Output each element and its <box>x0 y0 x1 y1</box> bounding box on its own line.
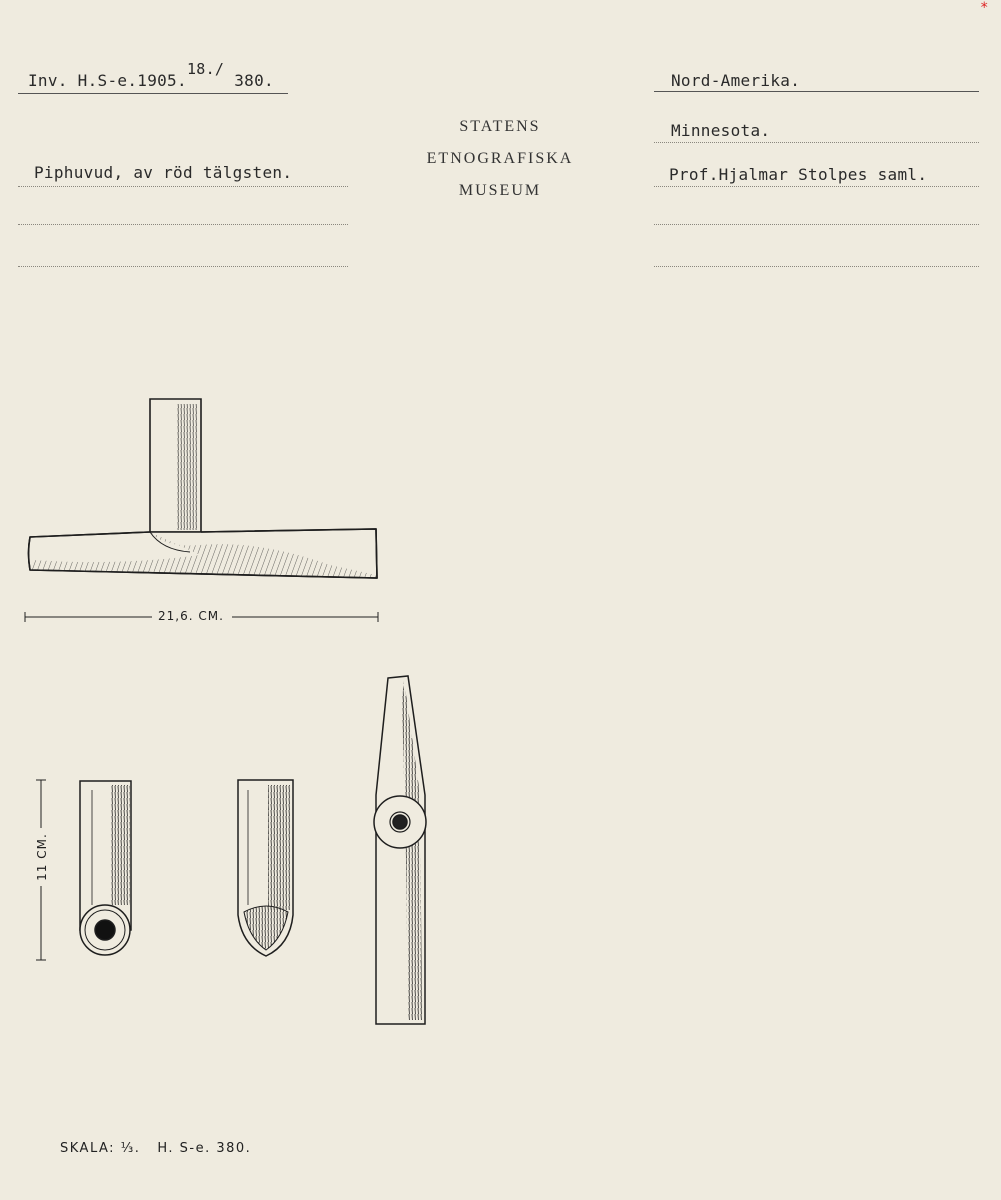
inventory-prefix: Inv. H.S-e.1905. <box>28 71 187 90</box>
length-label: 21,6. CM. <box>158 609 224 623</box>
place-label: Minnesota. <box>671 121 771 140</box>
pipe-end-view <box>238 780 293 956</box>
height-label: 11 CM. <box>35 833 49 881</box>
scale-label: SKALA: ⅓. <box>60 1141 141 1156</box>
pipe-top-view <box>374 676 426 1024</box>
museum-line-2: ETNOGRAFISKA <box>426 150 574 167</box>
pipe-side-view <box>29 399 378 578</box>
collection-label: Prof.Hjalmar Stolpes saml. <box>669 165 928 184</box>
inventory-superscript: 18./ <box>186 60 225 78</box>
object-description: Piphuvud, av röd tälgsten. <box>34 163 293 182</box>
inventory-suffix: 380. <box>234 71 274 90</box>
museum-line-1: STATENS <box>459 118 541 135</box>
corner-mark: * <box>980 0 989 16</box>
catalog-reference: H. S-e. 380. <box>157 1141 252 1156</box>
pipe-front-view <box>80 781 131 955</box>
museum-line-3: MUSEUM <box>458 182 542 199</box>
scale-footer <box>60 1141 251 1156</box>
region-label: Nord-Amerika. <box>671 71 801 90</box>
